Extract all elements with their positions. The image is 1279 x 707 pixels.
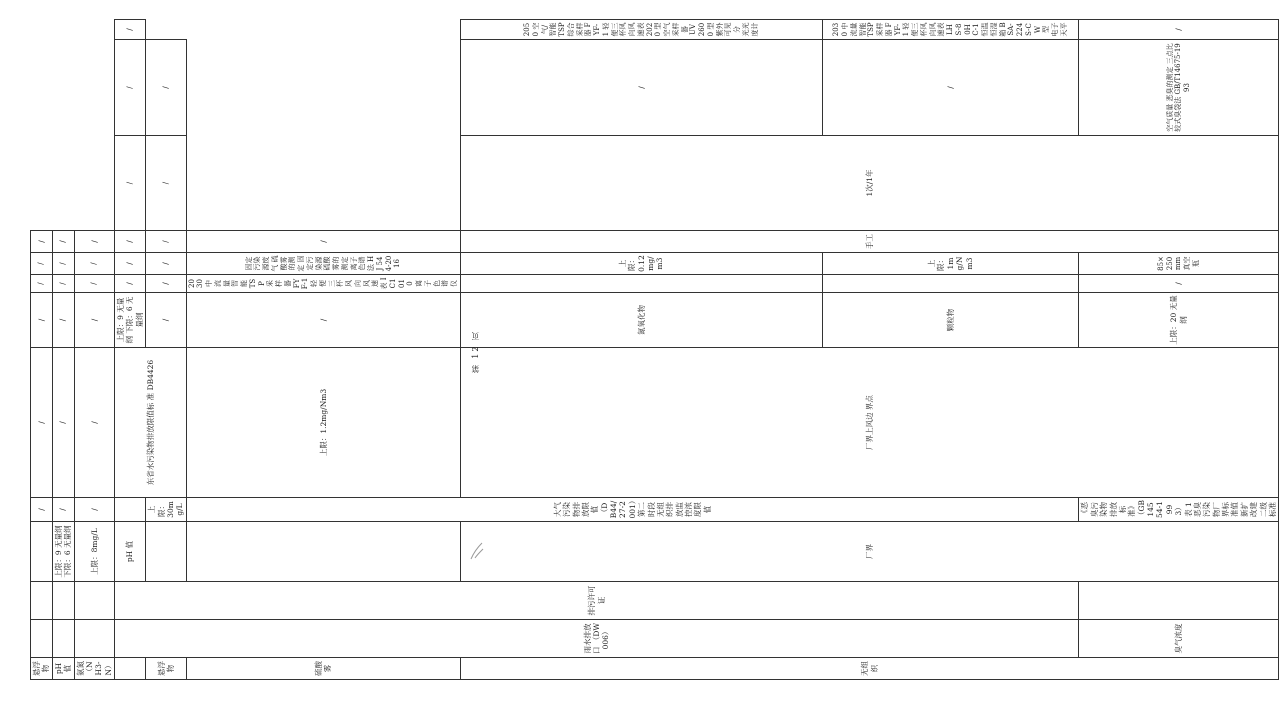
table-cell-cat: 无组织 [460,658,1278,680]
table-cell-j: / [74,275,115,293]
table-cell-c: pH 值 [115,522,146,582]
table-row [460,20,822,680]
table-cell-d [460,275,822,293]
table-cell-i: / [146,253,187,275]
table-cell-d [186,522,460,582]
table-cell-a: 厂界 [460,522,1278,582]
table-cell-l: / [31,231,53,253]
table-cell-f [31,522,53,582]
table-cell-f: 上限：1mg/Nm3 [822,253,1079,275]
table-cell-k: / [115,40,146,136]
table-cell-f: 上限：8mg/L [74,522,115,582]
table-cell-a: 雨水排放口 （DW006） [115,620,1079,658]
table-row [186,20,460,680]
table-cell-e [52,582,74,620]
table-cell-e: 东省水污染物排放限值标 准 DB4426 [115,348,187,498]
table-cell-c: 悬浮物 [146,658,187,680]
table-cell-g: / [115,275,146,293]
table-cell-e: 大气污染物排放限值 （DB44/ 27-2001）第二 时段无组织排放监控浓 度限值 [186,498,1079,522]
table-cell-j: / [146,231,187,253]
table-cell-c: 颗粒物 [822,293,1079,348]
table-cell-e: 《恶臭污染物排放标 准》（GB 14554-1993） 表 1 恶臭污染物厂界标 准值新扩改建二级标准 [1079,498,1279,522]
table-cell-f: 上限：0.12mg/m3 [460,253,822,275]
table-cell-d [146,522,187,582]
table-cell-e [74,582,115,620]
table-cell-k: 空气质量 恶臭的测定 三点比较式臭袋法 GB/T14675-1993 [1079,40,1279,136]
table-cell-f: 上限：9 无量纲 下限：6 无量纲 [115,293,146,348]
table-cell-c: 悬浮物 [31,658,53,680]
table-row [115,20,146,680]
table-cell-j: 2030 中流量智能 TSP 采样器 FYF-1 轻便三杯风向风 速表 LHS-80HC-1 恒温恒湿箱 BSA-224S-CW 型 电子天平 [822,20,1079,40]
table-cell-c: 氨氮 （NH3-N） [74,658,115,680]
table-cell-k: / [146,136,187,231]
table-cell-g: / [31,498,53,522]
table-row [31,20,53,680]
table-cell-k: / [74,253,115,275]
table-cell-g: / [74,498,115,522]
table-cell-b: 厂界上风边 界点 [460,348,1278,498]
table-cell-d [115,498,146,522]
table-cell-h: / [52,348,74,498]
table-cell-f: 上限：9 无量纲 下限：6 无量纲 [52,522,74,582]
monitoring-table [30,19,1279,680]
table-cell-c: 臭气浓度 [1079,620,1279,658]
table-cell-h: / [31,348,53,498]
table-cell-j: / [115,136,146,231]
table-cell-j: 2050 空气/智能 TSP 综合采样器 FYF-1 轻便三杯风向风速表 2020 型 空气采样器 UV2600 型 紫外可见分 光光度计 [460,20,822,40]
table-cell-i: / [31,293,53,348]
table-row [52,20,74,680]
table-cell-f: 上限：30mg/L [146,498,187,522]
table-cell-h: / [115,253,146,275]
table-cell-e [31,582,53,620]
table-row [74,20,115,680]
table-cell-cat [115,658,146,680]
table-cell-j: / [52,275,74,293]
table-cell-d [1079,582,1279,620]
table-cell-f: 上限：1.2mg/Nm3 [186,348,460,498]
table-cell-l: / [146,40,187,136]
table-cell-k: / [31,253,53,275]
table-cell-j: / [31,275,53,293]
page-number: 第 12 页 [471,330,480,374]
table-cell-k: / [52,253,74,275]
ink-mark [468,540,486,562]
table-cell-l: / [74,231,115,253]
table-cell-i: / [115,231,146,253]
table-cell-g: / [52,498,74,522]
table-cell-i: / [460,40,822,136]
table-cell-d [52,620,74,658]
table-cell-i: / [186,293,460,348]
table-cell-h: 1次/1年 [460,136,1278,231]
table-cell-l: / [186,231,460,253]
table-cell-b: 排污许可证 [115,582,1079,620]
table-cell-g: / [146,293,187,348]
table-cell-l: / [115,20,146,40]
table-cell-h: / [74,348,115,498]
table-cell-g: 手工 [460,231,1278,253]
table-cell-i: / [52,293,74,348]
table-cell-d [74,620,115,658]
table-cell-h: / [146,275,187,293]
table-cell-c: pH 值 [52,658,74,680]
table-cell-c: 氮氧化物 [460,293,822,348]
table-cell-c: 硫酸雾 [186,658,460,680]
table-cell-j: 2030 中流量智能 TSP 采样器 FYF-1 轻便三杯风向风速表 IC1010 离子色谱仪 [186,275,460,293]
table-body [31,20,1279,680]
table-cell-l: / [52,231,74,253]
table-cell-i: / [1079,275,1279,293]
table-cell-k: 固定污染源废气 硫酸雾的测定 固定污染源 硫酸雾的测定 离子色谱法 HJ 544-2016 [186,253,460,275]
table-cell-l: / [1079,20,1279,40]
table-cell-d [822,275,1079,293]
table-cell-i: / [822,40,1079,136]
table-cell-d [31,620,53,658]
table-cell-f: 上限：20 无量纲 [1079,293,1279,348]
table-cell-i: / [74,293,115,348]
table-cell-j: 85×250mm 真空瓶 [1079,253,1279,275]
